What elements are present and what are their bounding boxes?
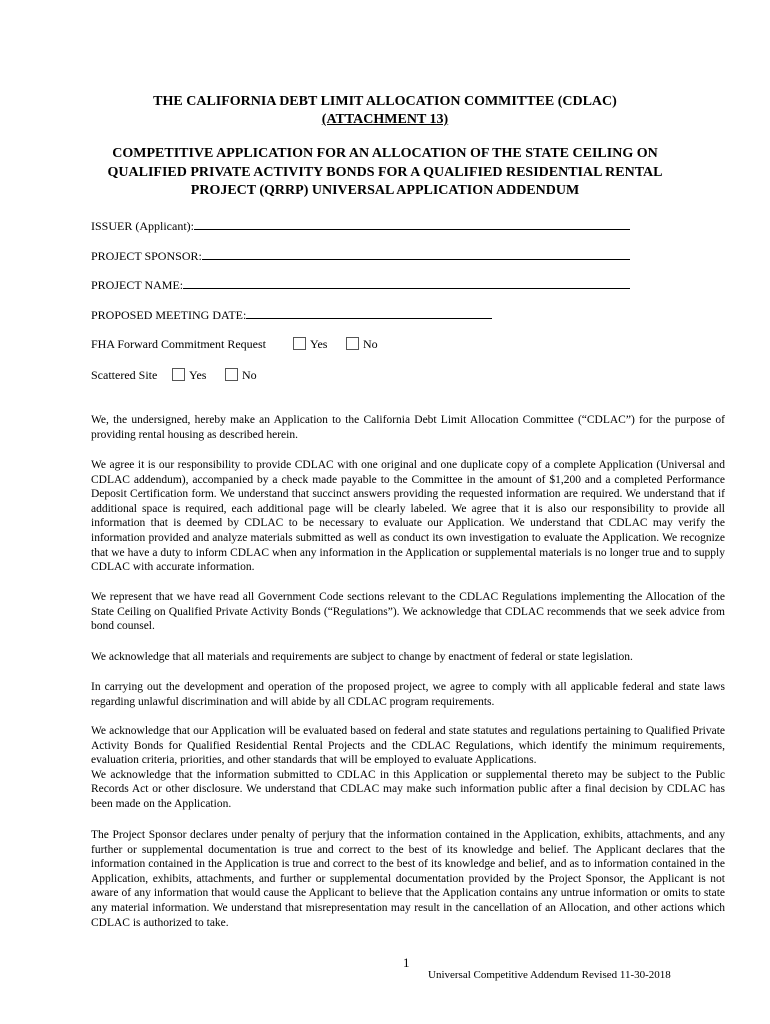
form-title-line-1: COMPETITIVE APPLICATION FOR AN ALLOCATION OF THE STATE CEILING ON bbox=[112, 146, 658, 161]
fha-yes-label: Yes bbox=[310, 337, 328, 351]
issuer-field-row bbox=[91, 217, 630, 233]
declaration-paragraph: The Project Sponsor declares under penalty of perjury that the information contained in the Application, exhibits, attachments, and any further or supplemental documentation is true and correct to the best of its knowledge and belief. The Applicant declares that the information contained in the Application is true and correct to the best of its knowledge and belief, and as to information contained in the Application, exhibits, attachments, and further or supplemental documentation provided by the Project Sponsor, the Applicant is not aware of any information that would cause the Applicant to believe that the Application contains any untrue information or omits to state any material information. We understand that misrepresentation may result in the cancellation of an Allocation, and other actions which CDLAC is authorized to take. bbox=[91, 829, 725, 929]
scattered-site-label: Scattered Site bbox=[91, 368, 158, 382]
scattered-no-option[interactable] bbox=[225, 368, 257, 382]
form-title bbox=[0, 145, 770, 201]
responsibility-paragraph: We agree it is our responsibility to provide CDLAC with one original and one duplicate copy of a complete Application (Universal and CDLAC addendum), accompanied by a check made payable to the Committee in the amount of $1,200 and a completed Performance Deposit Certification form. We understand that succinct answers providing the requested information are required. We understand that if additional space is required, each additional page will be clearly labeled. We agree that it is also our responsibility to provide all information that is deemed by CDLAC to be necessary to evaluate our Application. We understand that CDLAC may verify the information provided and analyze materials submitted as well as conduct its own investigation to evaluate the Application. We recognize that we have a duty to inform CDLAC when any information in the Application or supplemental materials is no longer true and to supply CDLAC with accurate information. bbox=[91, 459, 725, 574]
fha-yes-option[interactable] bbox=[293, 337, 327, 351]
fha-label: FHA Forward Commitment Request bbox=[91, 337, 266, 351]
intro-paragraph: We, the undersigned, hereby make an Application to the California Debt Limit Allocation Committee (“CDLAC”) for the purpose of providing rental housing as described herein. bbox=[91, 414, 725, 441]
form-title-line-2: QUALIFIED PRIVATE ACTIVITY BONDS FOR A QUALIFIED RESIDENTIAL RENTAL bbox=[107, 164, 663, 180]
public-records-text: We acknowledge that the information submitted to CDLAC in this Application or supplemental thereto may be subject to the Public Records Act or other disclosure. We understand that CDLAC may make such information public after a final decision by CDLAC has been made on the Application. bbox=[91, 768, 725, 810]
regulations-paragraph: We represent that we have read all Government Code sections relevant to the CDLAC Regulations implementing the Allocation of the State Ceiling on Qualified Private Activity Bonds (“Regulations”). We acknowledge that CDLAC recommends that we seek advice from bond counsel. bbox=[91, 591, 725, 633]
form-title-line-3: PROJECT (QRRP) UNIVERSAL APPLICATION ADDENDUM bbox=[190, 183, 580, 198]
fha-no-checkbox[interactable] bbox=[346, 337, 359, 350]
page-number: 1 bbox=[403, 955, 410, 970]
sponsor-field-row bbox=[91, 247, 630, 263]
attachment-label: (ATTACHMENT 13) bbox=[321, 112, 449, 127]
issuer-input-line[interactable] bbox=[194, 217, 630, 230]
meeting-date-input-line[interactable] bbox=[246, 306, 492, 319]
project-name-label: PROJECT NAME: bbox=[91, 278, 184, 292]
issuer-label: ISSUER (Applicant): bbox=[91, 219, 194, 233]
fha-no-option[interactable] bbox=[346, 337, 378, 351]
sponsor-label: PROJECT SPONSOR: bbox=[91, 249, 202, 263]
project-name-input-line[interactable] bbox=[183, 276, 630, 289]
project-name-field-row bbox=[91, 276, 630, 292]
evaluation-text: We acknowledge that our Application will be evaluated based on federal and state statutes and regulations pertaining to Qualified Private Activity Bonds for Qualified Residential Rental Projects and the CDLAC Regulations, which identify the minimum requirements, evaluation criteria, priorities, and other standards that will be employed to evaluate Applications. bbox=[91, 725, 725, 767]
document-title: THE CALIFORNIA DEBT LIMIT ALLOCATION COMMITTEE (CDLAC) bbox=[153, 94, 617, 109]
compliance-paragraph: In carrying out the development and operation of the proposed project, we agree to comply with all applicable federal and state laws regarding unlawful discrimination and will abide by all CDLAC program requirements. bbox=[91, 681, 725, 708]
revision-note: Universal Competitive Addendum Revised 11-30-2018 bbox=[428, 969, 671, 981]
scattered-yes-option[interactable] bbox=[172, 368, 206, 382]
fha-no-label: No bbox=[363, 337, 378, 351]
meeting-date-field-row bbox=[91, 306, 492, 322]
scattered-yes-label: Yes bbox=[189, 368, 207, 382]
meeting-date-label: PROPOSED MEETING DATE: bbox=[91, 308, 247, 322]
scattered-yes-checkbox[interactable] bbox=[172, 368, 185, 381]
fha-yes-checkbox[interactable] bbox=[293, 337, 306, 350]
evaluation-paragraph bbox=[91, 724, 725, 812]
sponsor-input-line[interactable] bbox=[202, 247, 630, 260]
legislation-paragraph: We acknowledge that all materials and requirements are subject to change by enactment of federal or state legislation. bbox=[91, 651, 633, 663]
scattered-no-checkbox[interactable] bbox=[225, 368, 238, 381]
scattered-no-label: No bbox=[242, 368, 257, 382]
